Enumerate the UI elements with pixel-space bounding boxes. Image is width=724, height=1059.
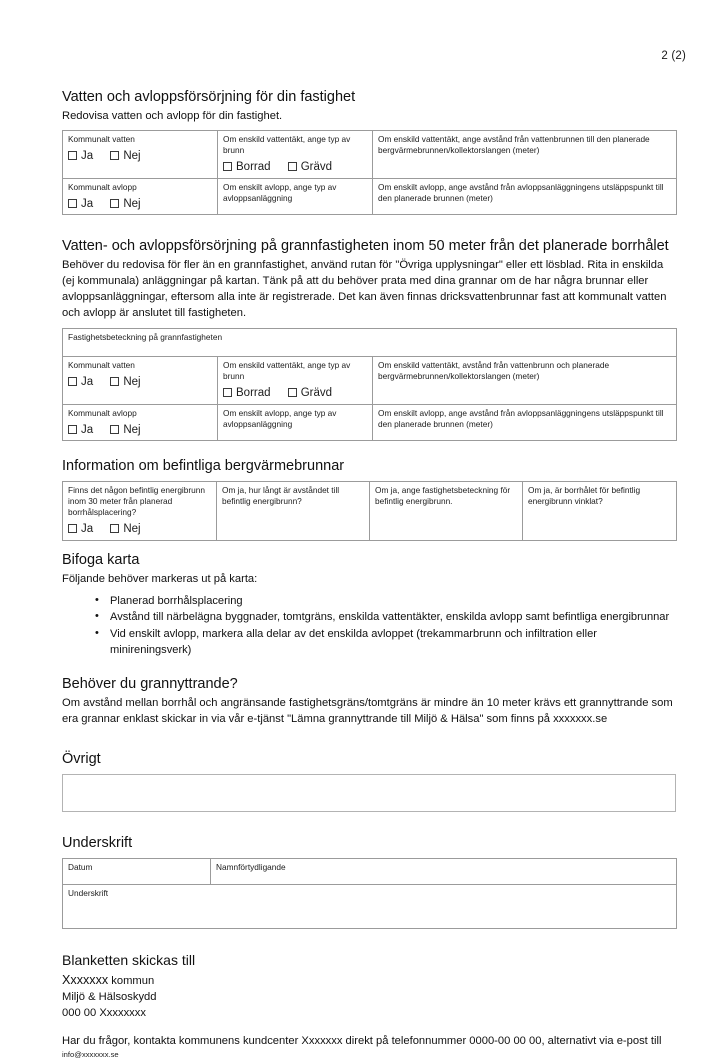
section-title-attach-map: Bifoga karta (62, 551, 140, 568)
footer-email[interactable]: info@xxxxxxx.se (62, 1049, 119, 1059)
table-row (63, 131, 677, 179)
checkbox-group-municipal-water (68, 150, 212, 163)
checkbox-icon[interactable] (68, 425, 77, 434)
checkbox-option-ja[interactable] (68, 150, 93, 163)
form-content (62, 88, 676, 1059)
checkbox-icon[interactable] (110, 377, 119, 386)
checkbox-label: Ja (81, 197, 94, 210)
checkbox-label: Ja (81, 523, 94, 536)
checkbox-icon[interactable] (288, 388, 297, 397)
cell-existing-well-distance[interactable] (217, 482, 370, 540)
cell-label: Om enskild vattentäkt, ange typ av brunn (223, 134, 351, 156)
cell-label: Om enskilt avlopp, ange avstånd från avloppsanläggningens utsläppspunkt till den planerade brunnen (meter) (378, 407, 664, 429)
checkbox-option-ja[interactable] (68, 198, 93, 211)
list-item: • Vid enskilt avlopp, markera alla delar av det enskilda avloppet (trekammarbrunn och infiltration eller minireningsverk) (95, 626, 676, 659)
checkbox-icon[interactable] (288, 162, 297, 171)
checkbox-group-municipal-sewage (68, 424, 212, 437)
checkbox-option-ja[interactable] (68, 523, 93, 536)
cell-water-distance[interactable] (373, 131, 677, 179)
checkbox-option-borrad[interactable] (223, 161, 271, 174)
cell-label: Om enskild vattentäkt, ange avstånd från vattenbrunnen till den planerade bergvärmebrunnen/kollektorslangen (meter) (378, 134, 650, 156)
other-notes-input[interactable] (62, 774, 676, 812)
cell-label: Om enskild vattentäkt, ange typ av brunn (223, 360, 351, 382)
property-supply-table (62, 130, 677, 215)
checkbox-label: Grävd (300, 161, 333, 174)
table-row (63, 357, 677, 405)
checkbox-label: Nej (123, 197, 141, 210)
cell-municipal-sewage[interactable] (63, 178, 218, 215)
checkbox-label: Ja (81, 423, 94, 436)
checkbox-option-gravd[interactable] (288, 161, 332, 174)
cell-label: Kommunalt vatten (68, 134, 135, 145)
cell-label: Kommunalt avlopp (68, 181, 137, 192)
section-title-signature: Underskrift (62, 834, 133, 851)
cell-neighbour-property-designation[interactable] (63, 329, 677, 357)
checkbox-icon[interactable] (68, 524, 77, 533)
table-row (63, 404, 677, 441)
cell-existing-well-angled[interactable] (523, 482, 677, 540)
cell-label: Om enskilt avlopp, ange typ av avloppsanläggning (223, 407, 337, 429)
checkbox-group-well-type (223, 161, 367, 174)
cell-label: Om ja, ange fastighetsbeteckning för befintlig energibrunn. (375, 485, 511, 507)
checkbox-label: Nej (123, 523, 141, 536)
cell-signature[interactable] (63, 884, 677, 928)
cell-label: Finns det någon befintlig energibrunn inom 30 meter från planerad borrhålsplacering? (68, 485, 205, 518)
cell-label: Om ja, hur långt är avståndet till befintlig energibrunn? (222, 485, 340, 507)
checkbox-label: Borrad (236, 386, 271, 399)
checkbox-group-existing-well (68, 523, 211, 536)
cell-label: Fastighetsbeteckning på grannfastigheten (68, 332, 223, 343)
section-title-send-to: Blanketten skickas till (62, 951, 196, 968)
cell-municipal-water[interactable] (63, 357, 218, 405)
section-subtitle-attach-map: Följande behöver markeras ut på karta: (62, 572, 258, 585)
section-body-neighbour-supply: Behöver du redovisa för fler än en grannfastighet, använd rutan för "Övriga upplysningar" eller ett lösblad. Rita in enskilda (ej kommunala) anläggningar på kartan. Tänk på att du behöver prata med dina grannar om de har några brunnar eller avloppsanläggningar, eftersom alla inte är registrerade. Det kan även finnas dricksvattenbrunnar fast att kommunalt vatten och avlopp är anslutet till fastigheten. (62, 259, 667, 320)
cell-private-sewage-type[interactable] (218, 404, 373, 441)
table-row (63, 858, 677, 884)
checkbox-option-nej[interactable] (110, 150, 140, 163)
cell-label: Om enskild vattentäkt, avstånd från vattenbrunn och planerade bergvärmebrunnen/kollektorslangen (meter) (378, 360, 610, 382)
checkbox-icon[interactable] (223, 162, 232, 171)
checkbox-label: Nej (123, 423, 141, 436)
cell-sewage-distance[interactable] (373, 404, 677, 441)
signature-label: Underskrift (68, 887, 109, 898)
section-title-existing-wells: Information om befintliga bergvärmebrunnar (62, 458, 345, 475)
existing-wells-table (62, 481, 677, 540)
footer-department: Miljö & Hälsoskydd (62, 990, 157, 1003)
checkbox-option-nej[interactable] (110, 376, 140, 389)
checkbox-icon[interactable] (110, 199, 119, 208)
cell-existing-well-within-30m[interactable] (63, 482, 217, 540)
section-title-neighbour-supply: Vatten- och avloppsförsörjning på grannfastigheten inom 50 meter från det planerade borrhålet (62, 238, 669, 255)
cell-label: Om enskilt avlopp, ange typ av avloppsanläggning (223, 181, 337, 203)
cell-label: Kommunalt vatten (68, 360, 135, 371)
checkbox-label: Ja (81, 150, 94, 163)
checkbox-option-gravd[interactable] (288, 387, 332, 400)
checkbox-label: Ja (81, 376, 94, 389)
checkbox-icon[interactable] (223, 388, 232, 397)
cell-label: Kommunalt avlopp (68, 407, 137, 418)
cell-private-water-type[interactable] (218, 357, 373, 405)
section-body-neighbour-statement: Om avstånd mellan borrhål och angränsande fastighetsgräns/tomtgräns är mindre än 10 meter krävs ett grannyttrande som era grannar enklast skickar in via vår e-tjänst "Lämna grannyttrande till Miljö & Hälsa" som finns på xxxxxxx.se (62, 696, 673, 725)
neighbour-supply-table (62, 328, 677, 441)
checkbox-label: Nej (123, 376, 141, 389)
footer-contact-text: Har du frågor, kontakta kommunens kundcenter Xxxxxxx direkt på telefonnummer 0000-00 00 00, alternativt via e-post till (62, 1034, 662, 1047)
checkbox-option-nej[interactable] (110, 198, 140, 211)
cell-municipal-water[interactable] (63, 131, 218, 179)
page-number: 2 (2) (661, 50, 686, 62)
signature-table (62, 858, 677, 929)
checkbox-option-nej[interactable] (110, 424, 140, 437)
footer-address: 000 00 Xxxxxxxx (62, 1006, 146, 1019)
cell-municipal-sewage[interactable] (63, 404, 218, 441)
cell-label: Om ja, är borrhålet för befintlig energibrunn vinklat? (528, 485, 641, 507)
checkbox-icon[interactable] (68, 199, 77, 208)
footer-org-suffix: kommun (108, 974, 155, 987)
map-requirements-list (62, 593, 676, 659)
section-title-other: Övrigt (62, 750, 101, 767)
cell-label: Om enskilt avlopp, ange avstånd från avloppsanläggningens utsläppspunkt till den planerade brunnen (meter) (378, 181, 664, 203)
section-subtitle-property-supply: Redovisa vatten och avlopp för din fastighet. (62, 110, 283, 123)
printed-name-label: Namnförtydligande (216, 861, 286, 872)
cell-existing-well-designation[interactable] (370, 482, 523, 540)
checkbox-option-ja[interactable] (68, 376, 93, 389)
checkbox-option-ja[interactable] (68, 424, 93, 437)
cell-date[interactable] (63, 858, 211, 884)
table-row (63, 329, 677, 357)
checkbox-icon[interactable] (110, 151, 119, 160)
list-item: • Planerad borrhålsplacering (95, 593, 676, 609)
checkbox-group-well-type (223, 387, 367, 400)
footer-org-name (62, 972, 676, 990)
checkbox-label: Borrad (236, 161, 271, 174)
cell-sewage-distance[interactable] (373, 178, 677, 215)
checkbox-icon[interactable] (68, 377, 77, 386)
cell-printed-name[interactable] (211, 858, 677, 884)
table-row (63, 178, 677, 215)
checkbox-label: Grävd (300, 386, 333, 399)
checkbox-group-municipal-sewage (68, 198, 212, 211)
checkbox-label: Nej (123, 150, 141, 163)
checkbox-icon[interactable] (110, 524, 119, 533)
table-row (63, 884, 677, 928)
checkbox-icon[interactable] (110, 425, 119, 434)
footer-org-name-value: Xxxxxxx (62, 972, 109, 987)
cell-private-sewage-type[interactable] (218, 178, 373, 215)
checkbox-option-borrad[interactable] (223, 387, 271, 400)
date-label: Datum (68, 861, 93, 872)
section-title-neighbour-statement: Behöver du grannyttrande? (62, 675, 238, 692)
section-title-property-supply: Vatten och avloppsförsörjning för din fastighet (62, 89, 356, 105)
checkbox-icon[interactable] (68, 151, 77, 160)
list-item: • Avstånd till närbelägna byggnader, tomtgräns, enskilda vattentäkter, enskilda avlopp samt befintliga energibrunnar (95, 609, 676, 625)
table-row (63, 482, 677, 540)
cell-water-distance[interactable] (373, 357, 677, 405)
checkbox-group-municipal-water (68, 376, 212, 389)
checkbox-option-nej[interactable] (110, 523, 140, 536)
cell-private-water-type[interactable] (218, 131, 373, 179)
